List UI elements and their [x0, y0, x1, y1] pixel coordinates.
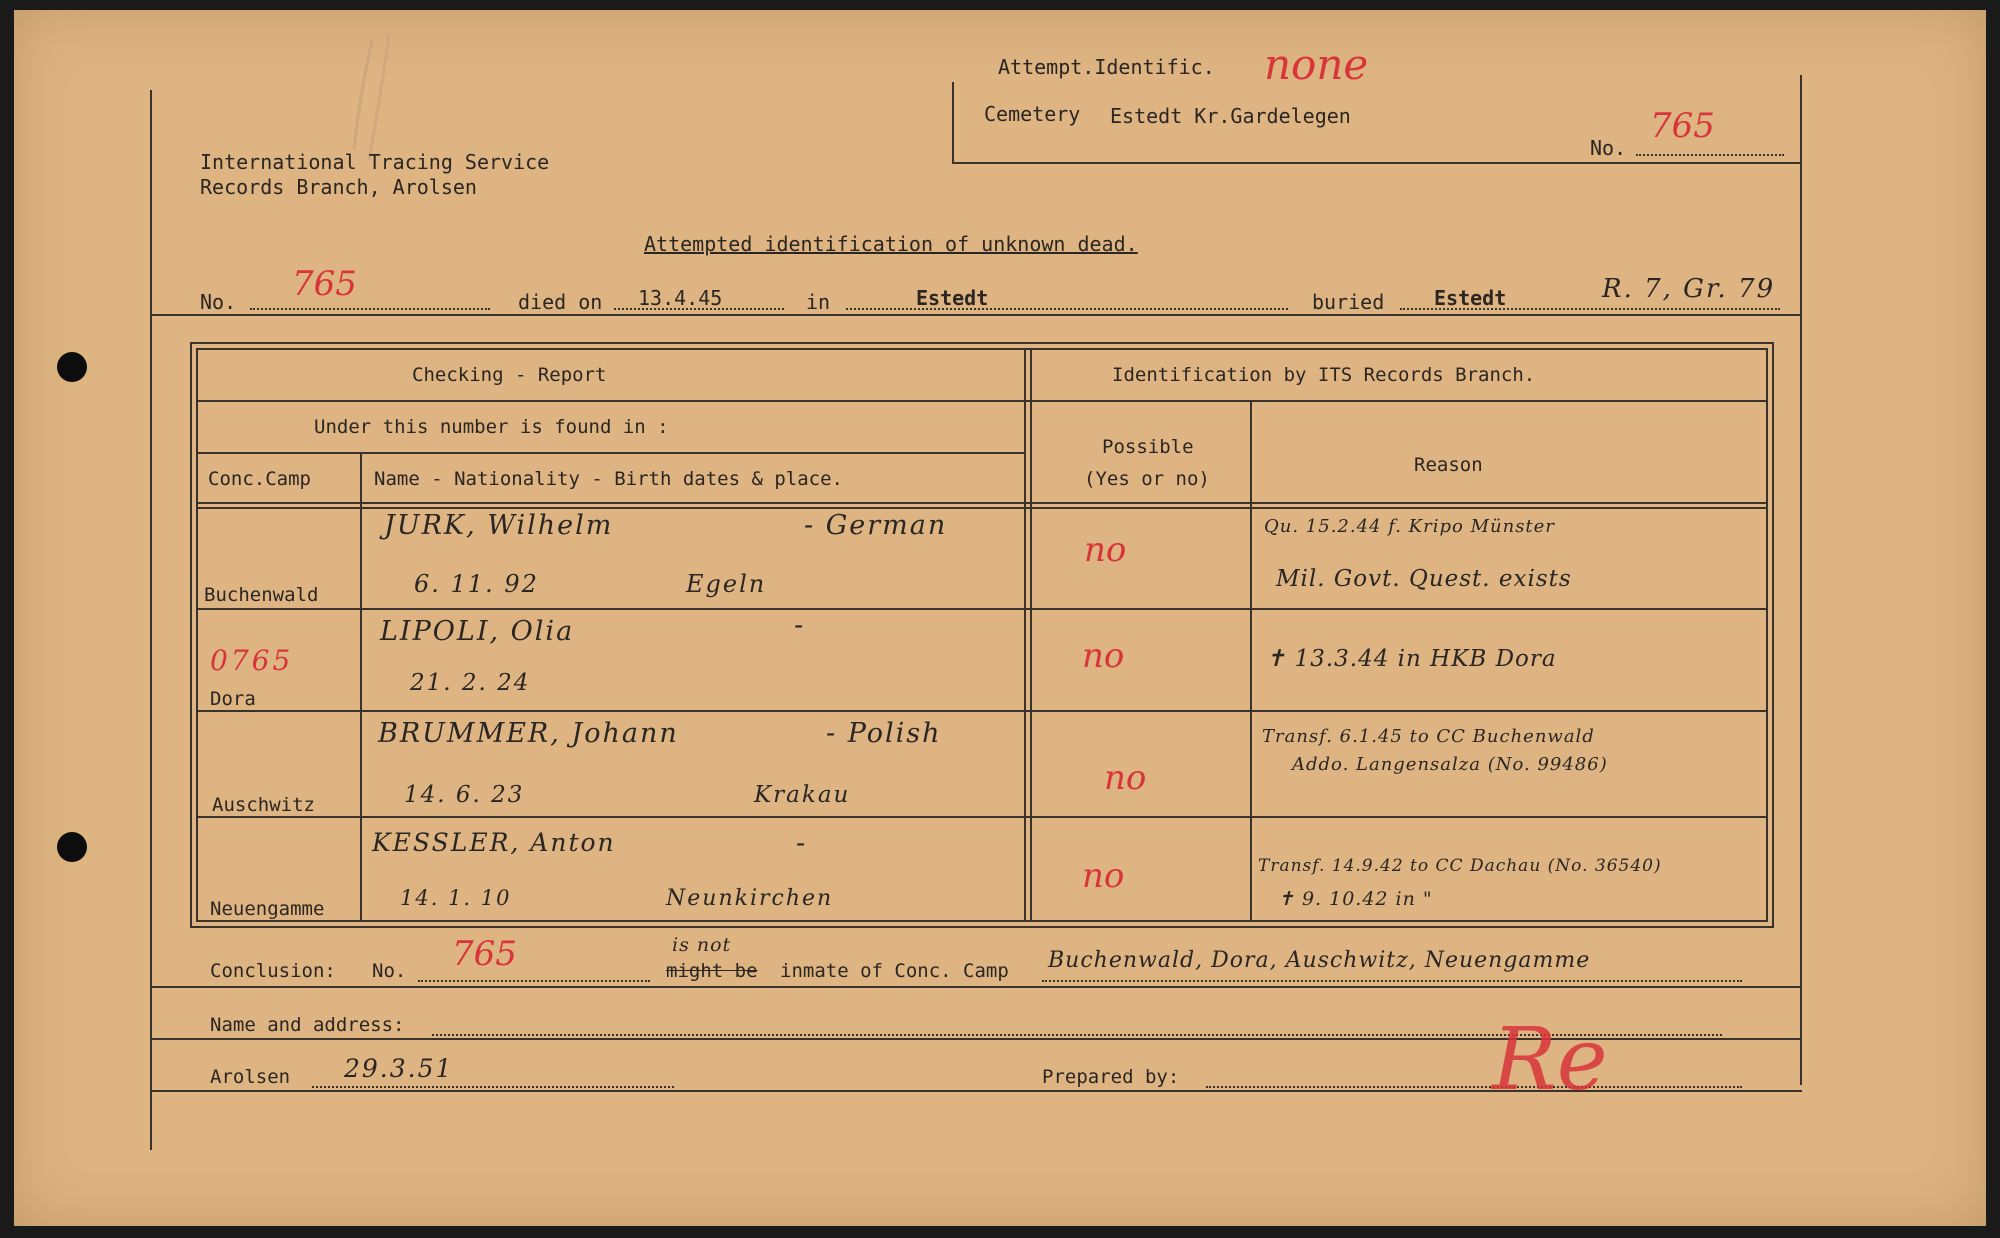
possible-column-header: Possible [1102, 436, 1194, 458]
divider-checking-2 [1030, 348, 1032, 922]
record-no-value: 765 [292, 264, 357, 304]
record-no-dots [250, 308, 490, 310]
attempt-value: none [1264, 40, 1369, 89]
checking-header: Checking - Report [412, 364, 607, 386]
punch-hole-bottom [57, 832, 87, 862]
record-no-label: No. [200, 290, 237, 314]
reason-line-1: Qu. 15.2.44 f. Kripo Münster [1264, 516, 1555, 537]
birth-date: 6. 11. 92 [414, 570, 539, 598]
in-value: Estedt [916, 286, 989, 310]
camp-name: Dora [210, 688, 256, 710]
cemetery-value: Estedt Kr.Gardelegen [1110, 104, 1351, 128]
birth-place: Neunkirchen [666, 886, 834, 911]
arolsen-date: 29.3.51 [344, 1054, 454, 1083]
birth-place: Egeln [686, 570, 767, 598]
header-number-dots [1636, 154, 1784, 156]
died-label: died on [518, 290, 603, 314]
table-left-outer [190, 342, 192, 928]
table-bottom-inner [196, 920, 1768, 922]
arolsen-label: Arolsen [210, 1066, 291, 1088]
possible-value: no [1104, 758, 1147, 798]
table-right-outer [1772, 342, 1774, 928]
possible-value: no [1082, 636, 1125, 676]
rule-header-2 [196, 452, 1026, 454]
camp-column-header: Conc.Camp [208, 468, 311, 490]
birth-place: Krakau [754, 782, 851, 808]
org-line-1: International Tracing Service [200, 150, 550, 174]
reason-line-2: Mil. Govt. Quest. exists [1276, 566, 1572, 592]
buried-label: buried [1312, 290, 1385, 314]
in-label: in [806, 290, 831, 314]
possible-column-subheader: (Yes or no) [1084, 468, 1210, 490]
buried-value: Estedt [1434, 286, 1507, 310]
table-right-inner [1766, 348, 1768, 922]
possible-value: no [1084, 530, 1127, 570]
table-left-inner [196, 348, 198, 922]
conclusion-no-label: No. [372, 960, 407, 982]
cemetery-label: Cemetery [984, 102, 1081, 126]
arolsen-date-dots [312, 1086, 674, 1088]
reason-line-1: Transf. 14.9.42 to CC Dachau (No. 36540) [1258, 856, 1662, 876]
nationality: - [796, 828, 808, 859]
conclusion-no-dots [418, 980, 650, 982]
table-top-inner [196, 348, 1768, 350]
grave-value: R. 7, Gr. 79 [1602, 274, 1776, 304]
punch-hole-top [57, 352, 87, 382]
table-bottom-outer [190, 926, 1774, 928]
identification-header: Identification by ITS Records Branch. [1112, 364, 1536, 386]
prisoner-name: LIPOLI, Olia [380, 616, 575, 647]
birth-date: 14. 1. 10 [400, 886, 512, 910]
conclusion-top-rule [150, 986, 1802, 988]
conclusion-camps: Buchenwald, Dora, Auschwitz, Neuengamme [1048, 948, 1591, 973]
reason-column-header: Reason [1414, 454, 1483, 476]
divider-reason [1250, 400, 1252, 922]
rule-row-3 [196, 816, 1768, 818]
form-title: Attempted identification of unknown dead. [644, 232, 1138, 256]
reason-line-1: ✝ 13.3.44 in HKB Dora [1266, 646, 1557, 672]
header-box-left [952, 82, 954, 162]
camp-name: Neuengamme [210, 898, 325, 920]
conclusion-inmate-text: inmate of Conc. Camp [780, 960, 1009, 982]
reason-line-2: Addo. Langensalza (No. 99486) [1292, 754, 1608, 775]
divider-checking [1024, 348, 1026, 922]
signature: Re [1492, 1010, 1608, 1110]
name-column-header: Name - Nationality - Birth dates & place. [374, 468, 843, 490]
prepared-by-label: Prepared by: [1042, 1066, 1180, 1088]
record-card [14, 10, 1986, 1226]
rule-row-2 [196, 710, 1768, 712]
record-line-rule [150, 314, 1802, 316]
camp-name: Buchenwald [204, 584, 319, 606]
left-margin-rule [150, 90, 152, 1150]
header-number-label: No. [1590, 136, 1627, 160]
prisoner-name: KESSLER, Anton [372, 828, 616, 857]
rule-row-1 [196, 608, 1768, 610]
died-value: 13.4.45 [638, 286, 723, 310]
attempt-label: Attempt.Identific. [998, 55, 1215, 79]
table-top-outer [190, 342, 1774, 344]
found-in-header: Under this number is found in : [314, 416, 669, 438]
divider-camp [360, 452, 362, 922]
prisoner-name: JURK, Wilhelm [384, 510, 614, 541]
rule-header-3b [196, 507, 1768, 509]
conclusion-no-value: 765 [452, 934, 517, 974]
possible-value: no [1082, 856, 1125, 896]
nationality: - German [804, 510, 948, 541]
nationality: - Polish [826, 718, 942, 749]
prepared-by-dots [1206, 1086, 1742, 1088]
conclusion-label: Conclusion: [210, 960, 336, 982]
name-address-label: Name and address: [210, 1014, 405, 1036]
camp-number: 0765 [210, 644, 294, 677]
camp-name: Auschwitz [212, 794, 315, 816]
right-margin-rule [1800, 75, 1802, 1085]
conclusion-inserted: is not [672, 934, 732, 956]
birth-date: 14. 6. 23 [404, 782, 525, 808]
header-number-value: 765 [1650, 106, 1715, 146]
prisoner-name: BRUMMER, Johann [378, 718, 679, 749]
in-dots [846, 308, 1288, 310]
birth-date: 21. 2. 24 [410, 670, 531, 696]
conclusion-camps-dots [1042, 980, 1742, 982]
header-box-bottom [952, 162, 1802, 164]
nationality: - [794, 610, 806, 641]
reason-line-2: ✝ 9. 10.42 in " [1278, 888, 1433, 910]
reason-line-1: Transf. 6.1.45 to CC Buchenwald [1262, 726, 1595, 747]
rule-header-1 [196, 400, 1768, 402]
rule-header-3 [196, 502, 1768, 504]
conclusion-struck: might be [666, 960, 758, 982]
org-line-2: Records Branch, Arolsen [200, 175, 477, 199]
